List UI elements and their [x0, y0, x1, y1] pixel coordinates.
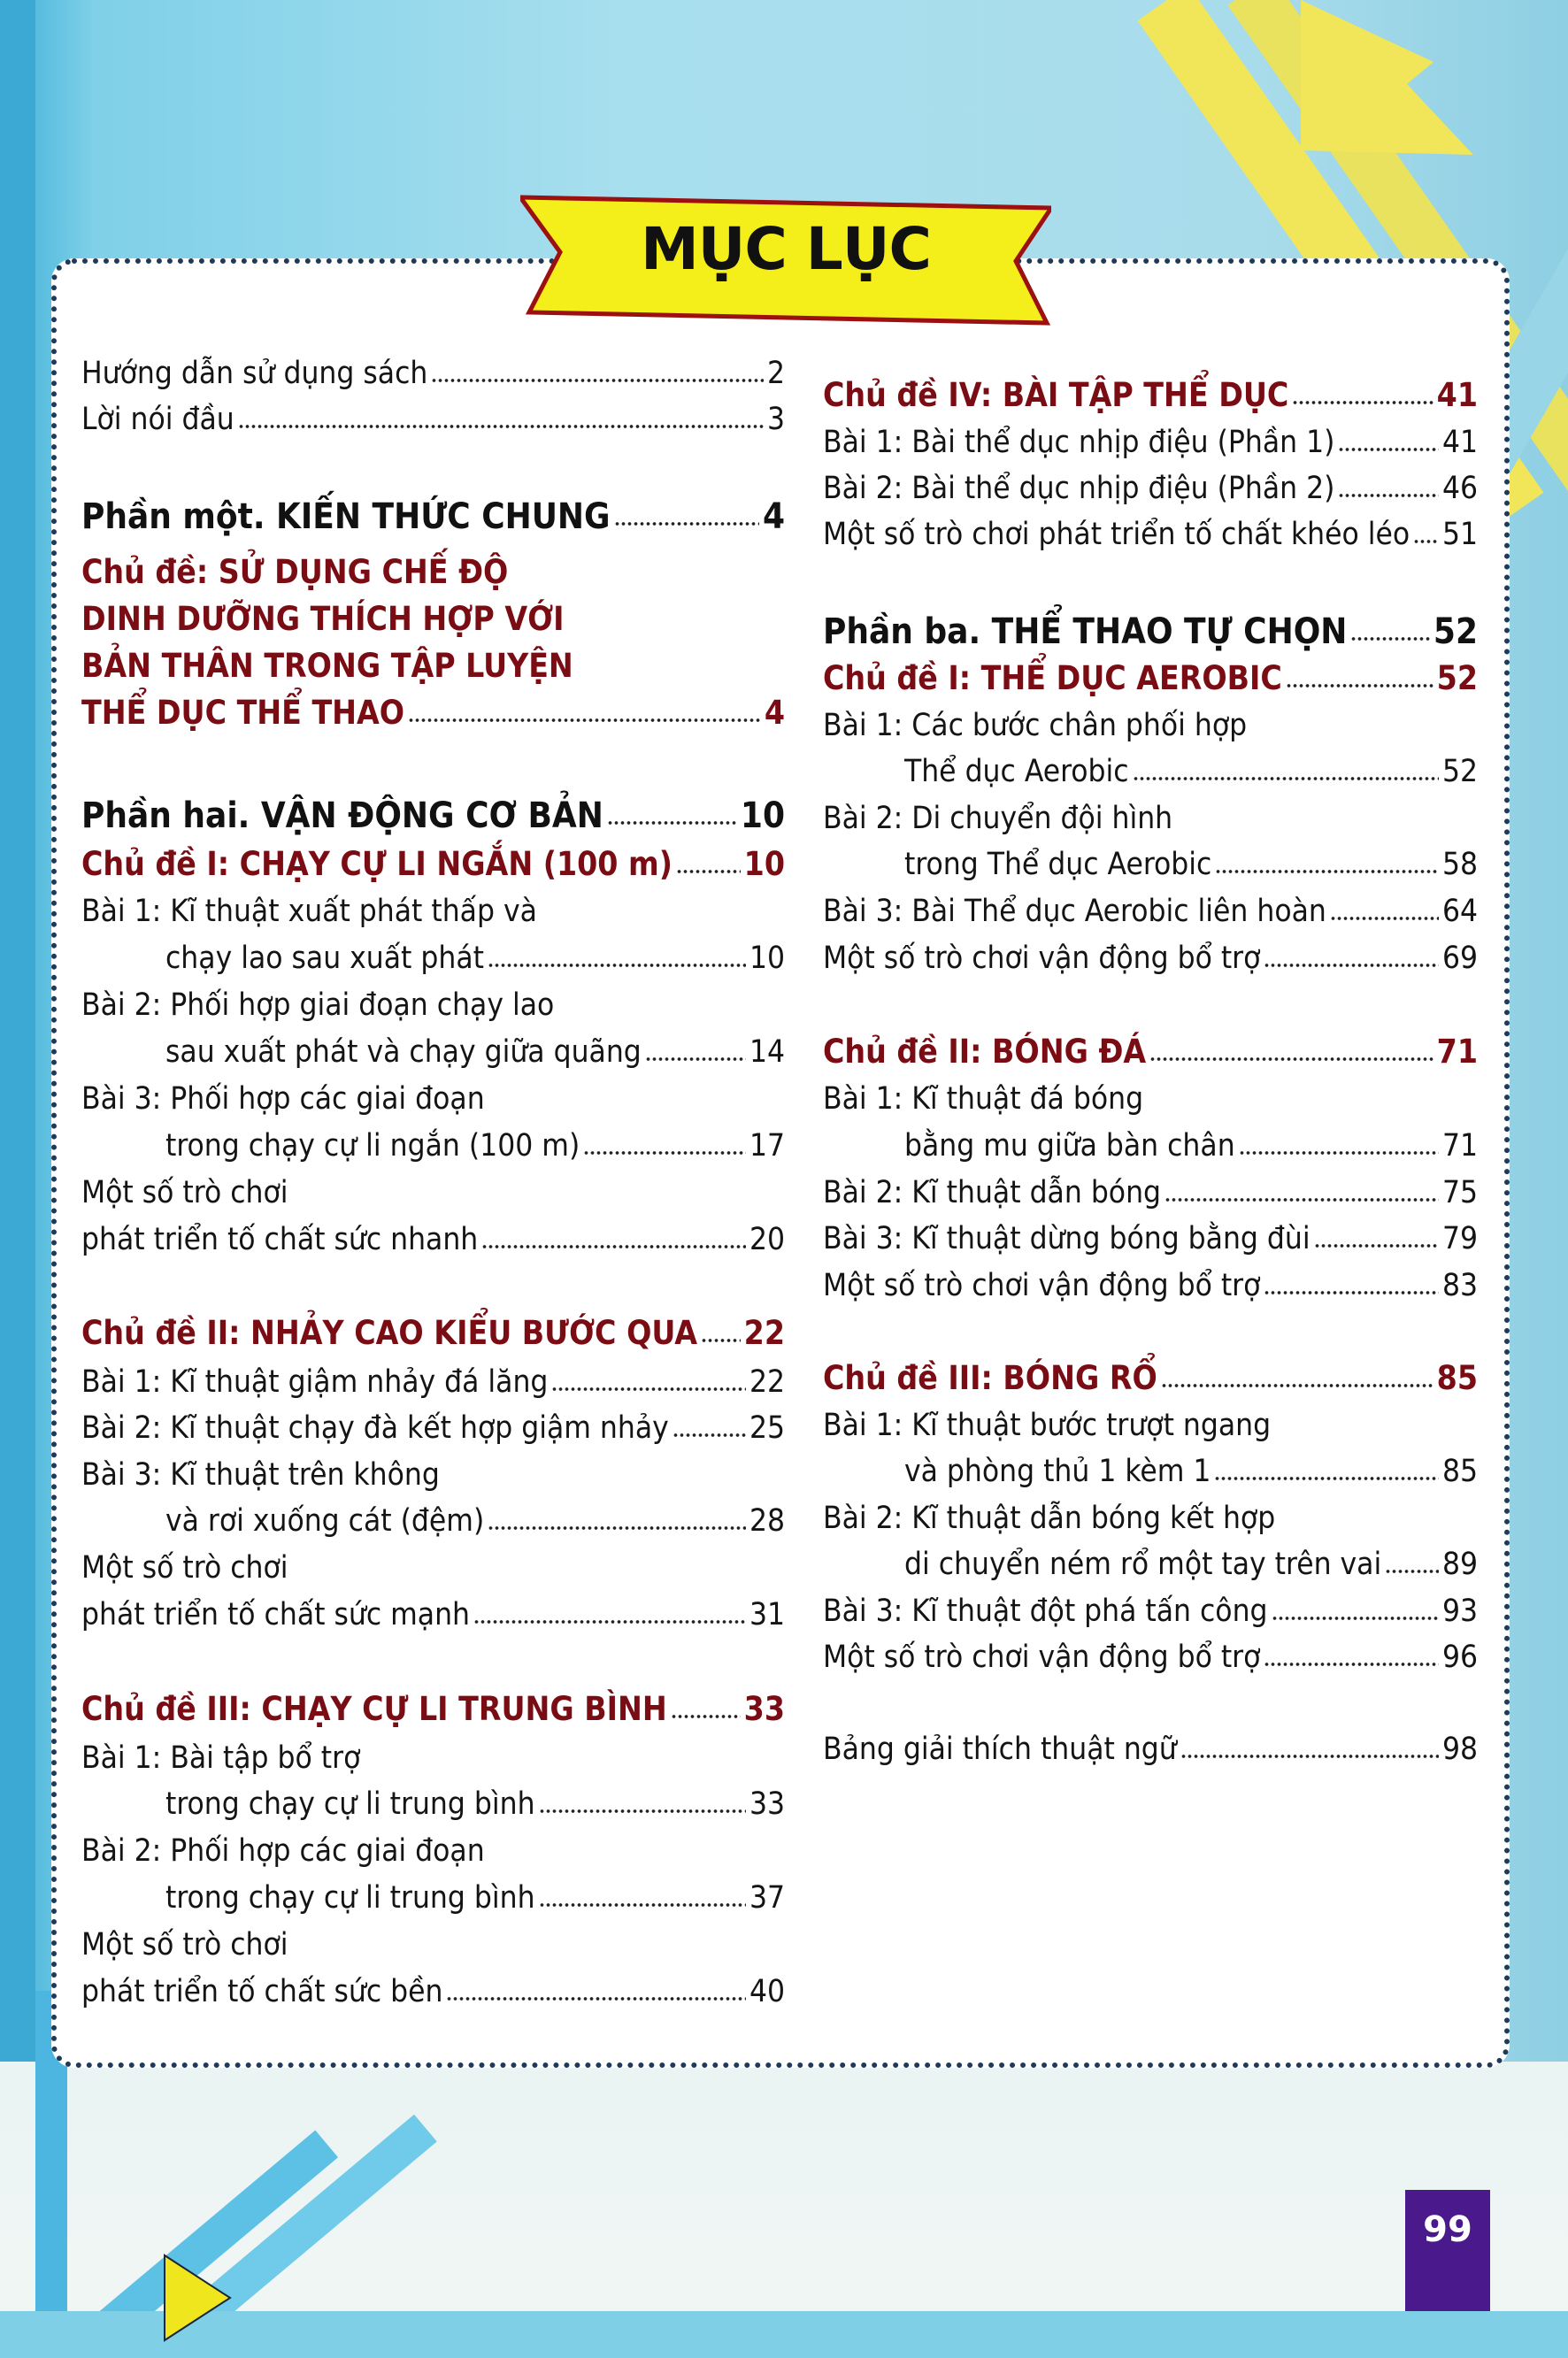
toc-entry-page: 22: [743, 1314, 785, 1352]
dot-leader: [551, 1385, 746, 1394]
toc-entry-sub: [165, 1878, 785, 1917]
toc-entry-sub: [165, 1126, 785, 1165]
toc-entry-part: [81, 796, 785, 835]
dot-leader: [1161, 1381, 1433, 1390]
toc-entry-title: Bài 1: Bài thể dục nhịp điệu (Phần 1): [823, 425, 1335, 460]
toc-entry-topic: [823, 376, 1478, 415]
toc-entry-page: 93: [1441, 1594, 1478, 1629]
toc-entry-item: [823, 1499, 1478, 1538]
toc-entry-item: [81, 1220, 785, 1259]
toc-entry-page: 41: [1441, 425, 1478, 460]
toc-entry-item: [81, 1739, 785, 1778]
toc-entry-item: [81, 1832, 785, 1870]
dot-leader: [1385, 1567, 1439, 1576]
toc-entry-item: [81, 1595, 785, 1634]
toc-entry-item: [81, 354, 785, 393]
toc-entry-page: 85: [1436, 1359, 1478, 1397]
toc-entry-topic: [81, 845, 785, 884]
toc-entry-item: [823, 706, 1478, 745]
toc-entry-item: [81, 986, 785, 1025]
decorative-stripe: [0, 0, 35, 2311]
dot-leader: [583, 1148, 746, 1157]
dot-leader: [408, 716, 761, 725]
toc-entry-page: 83: [1441, 1268, 1478, 1303]
toc-entry-page: 52: [1441, 754, 1478, 789]
toc-entry-title: trong chạy cự li trung bình: [165, 1786, 535, 1822]
dot-leader: [1264, 1660, 1439, 1669]
toc-entry-item: [81, 1456, 785, 1494]
toc-entry-topic: [81, 1314, 785, 1353]
toc-entry-topic: [823, 1359, 1478, 1398]
toc-entry-sub: [165, 1033, 785, 1071]
dot-leader: [446, 1994, 745, 2003]
toc-entry-title: Bài 2: Kĩ thuật chạy đà kết hợp giậm nhảy: [81, 1410, 669, 1446]
dot-leader: [488, 1524, 746, 1532]
toc-entry-page: 40: [749, 1974, 785, 2009]
toc-entry-title: di chuyển ném rổ một tay trên vai: [904, 1547, 1382, 1582]
toc-entry-topic: [81, 694, 785, 733]
toc-entry-title: Bài 1: Kĩ thuật giậm nhảy đá lăng: [81, 1364, 549, 1400]
dot-leader: [473, 1617, 746, 1626]
toc-entry-page: 25: [749, 1410, 785, 1446]
toc-entry-title: phát triển tố chất sức mạnh: [81, 1597, 471, 1632]
toc-entry-title: Phần hai. VẬN ĐỘNG CƠ BẢN: [81, 795, 603, 836]
toc-entry-title: Một số trò chơi: [81, 1927, 288, 1962]
toc-entry-item: [823, 1219, 1478, 1258]
toc-entry-topic: [81, 1690, 785, 1729]
dot-leader: [431, 376, 764, 385]
toc-entry-title: Bài 3: Kĩ thuật trên không: [81, 1457, 440, 1493]
toc-entry-page: 33: [743, 1690, 785, 1728]
dot-leader: [1239, 1148, 1439, 1157]
toc-entry-page: 17: [749, 1128, 785, 1164]
toc-entry-page: 14: [749, 1034, 785, 1070]
toc-entry-title: Bài 2: Bài thể dục nhịp điệu (Phần 2): [823, 471, 1335, 506]
dot-leader: [1292, 398, 1433, 407]
dot-leader: [676, 867, 741, 876]
toc-entry-title: Bài 3: Kĩ thuật dừng bóng bằng đùi: [823, 1221, 1311, 1256]
toc-entry-item: [823, 1592, 1478, 1631]
toc-entry-part: [81, 497, 785, 536]
toc-entry-title: Chủ đề I: CHẠY CỰ LI NGẮN (100 m): [81, 845, 673, 883]
toc-entry-item: [823, 799, 1478, 838]
toc-entry-title: Chủ đề II: BÓNG ĐÁ: [823, 1033, 1147, 1071]
toc-entry-item: [823, 1173, 1478, 1212]
toc-entry-item: [823, 1266, 1478, 1305]
toc-entry-page: 20: [749, 1222, 785, 1257]
toc-entry-item: [81, 1925, 785, 1964]
toc-entry-title: Một số trò chơi: [81, 1550, 288, 1586]
toc-entry-part: [823, 612, 1478, 651]
dot-leader: [488, 961, 746, 970]
toc-entry-page: 46: [1441, 471, 1478, 506]
arrow-head-icon: [1301, 0, 1478, 159]
dot-leader: [1133, 774, 1439, 783]
toc-entry-title: Bài 3: Bài Thể dục Aerobic liên hoàn: [823, 894, 1326, 929]
toc-entry-page: 71: [1436, 1033, 1478, 1071]
arrow-triangle-icon: [159, 2252, 265, 2358]
toc-entry-item: [81, 1079, 785, 1118]
dot-leader: [673, 1431, 746, 1440]
toc-entry-page: 75: [1441, 1175, 1478, 1210]
dot-leader: [1413, 537, 1439, 546]
toc-entry-item: [823, 939, 1478, 978]
toc-entry-title: bằng mu giữa bàn chân: [904, 1128, 1235, 1164]
toc-entry-page: 51: [1441, 517, 1478, 552]
toc-entry-title: Bài 2: Phối hợp các giai đoạn: [81, 1833, 485, 1869]
page-number-badge: [1405, 2190, 1490, 2311]
dot-leader: [1314, 1241, 1439, 1250]
toc-entry-page: 37: [749, 1880, 785, 1916]
toc-entry-title: trong chạy cự li trung bình: [165, 1880, 535, 1916]
toc-entry-page: 52: [1436, 659, 1478, 697]
toc-entry-title: Bài 2: Di chuyển đội hình: [823, 801, 1173, 836]
toc-entry-item: [823, 423, 1478, 462]
toc-entry-page: 64: [1441, 894, 1478, 929]
toc-entry-item: [81, 1173, 785, 1212]
toc-entry-title: Một số trò chơi: [81, 1175, 288, 1210]
toc-entry-title: Chủ đề III: CHẠY CỰ LI TRUNG BÌNH: [81, 1690, 667, 1728]
dot-leader: [1214, 1474, 1438, 1483]
page-number: 99: [1423, 2209, 1472, 2250]
toc-entry-title: phát triển tố chất sức nhanh: [81, 1222, 479, 1257]
toc-entry-item: [823, 515, 1478, 554]
dot-leader: [1272, 1614, 1439, 1623]
dot-leader: [1215, 867, 1439, 876]
toc-entry-page: 85: [1441, 1454, 1478, 1489]
toc-entry-title: phát triển tố chất sức bền: [81, 1974, 443, 2009]
toc-entry-title: BẢN THÂN TRONG TẬP LUYỆN: [81, 647, 573, 685]
toc-entry-title: Bài 1: Bài tập bổ trợ: [81, 1740, 361, 1776]
toc-entry-item: [81, 400, 785, 439]
toc-entry-page: 71: [1441, 1128, 1478, 1164]
toc-entry-item: [81, 1409, 785, 1448]
toc-entry-item: [81, 892, 785, 931]
toc-entry-page: 22: [749, 1364, 785, 1400]
toc-entry-sub: [904, 1545, 1478, 1584]
toc-entry-title: Bài 2: Phối hợp giai đoạn chạy lao: [81, 987, 555, 1023]
dot-leader: [1149, 1055, 1433, 1064]
dot-leader: [1264, 1288, 1439, 1297]
toc-entry-page: 98: [1441, 1732, 1478, 1767]
toc-entry-title: sau xuất phát và chạy giữa quãng: [165, 1034, 642, 1070]
toc-entry-sub: [904, 1126, 1478, 1165]
toc-entry-sub: [165, 1785, 785, 1824]
toc-entry-page: 79: [1441, 1221, 1478, 1256]
toc-entry-item: [823, 469, 1478, 508]
toc-entry-topic: [823, 1033, 1478, 1071]
toc-entry-topic: [81, 553, 785, 592]
dot-leader: [614, 519, 759, 528]
toc-entry-title: DINH DƯỠNG THÍCH HỢP VỚI: [81, 600, 565, 638]
toc-entry-item: [823, 1079, 1478, 1118]
dot-leader: [1180, 1752, 1439, 1761]
toc-entry-page: 2: [766, 356, 785, 391]
toc-entry-page: 28: [749, 1503, 785, 1539]
toc-entry-sub: [904, 845, 1478, 884]
toc-entry-page: 31: [749, 1597, 785, 1632]
toc-entry-title: Thể dục Aerobic: [904, 754, 1129, 789]
toc-entry-title: Bài 1: Kĩ thuật xuất phát thấp và: [81, 894, 537, 929]
toc-entry-title: trong Thể dục Aerobic: [904, 847, 1212, 882]
toc-entry-page: 96: [1441, 1640, 1478, 1675]
toc-entry-title: trong chạy cự li ngắn (100 m): [165, 1128, 580, 1164]
toc-entry-page: 41: [1436, 376, 1478, 414]
dot-leader: [1330, 914, 1439, 923]
toc-entry-page: 52: [1433, 611, 1478, 652]
toc-entry-page: 10: [743, 845, 785, 883]
toc-entry-title: Bài 1: Các bước chân phối hợp: [823, 708, 1248, 743]
dot-leader: [671, 1712, 741, 1721]
dot-leader: [645, 1055, 746, 1064]
toc-entry-page: 10: [749, 941, 785, 976]
toc-entry-page: 4: [762, 496, 785, 537]
toc-entry-page: 4: [764, 694, 785, 732]
dot-leader: [238, 422, 764, 431]
dot-leader: [1350, 634, 1430, 643]
toc-entry-title: Bài 2: Kĩ thuật dẫn bóng kết hợp: [823, 1501, 1276, 1536]
toc-entry-page: 3: [766, 402, 785, 437]
toc-entry-title: Phần ba. THỂ THAO TỰ CHỌN: [823, 611, 1348, 652]
toc-entry-sub: [904, 1452, 1478, 1491]
toc-entry-title: Chủ đề III: BÓNG RỔ: [823, 1359, 1157, 1397]
dot-leader: [1264, 961, 1439, 970]
toc-entry-topic: [81, 647, 785, 686]
toc-entry-title: Lời nói đầu: [81, 402, 234, 437]
toc-entry-item: [823, 1638, 1478, 1677]
toc-entry-item: [81, 1972, 785, 2011]
toc-entry-title: Chủ đề: SỬ DỤNG CHẾ ĐỘ: [81, 553, 509, 591]
toc-entry-title: và rơi xuống cát (đệm): [165, 1503, 485, 1539]
toc-entry-title: Bài 3: Phối hợp các giai đoạn: [81, 1081, 485, 1117]
toc-entry-title: Bài 1: Kĩ thuật bước trượt ngang: [823, 1408, 1272, 1443]
toc-entry-topic: [81, 600, 785, 639]
toc-entry-title: Hướng dẫn sử dụng sách: [81, 356, 428, 391]
toc-entry-title: Chủ đề I: THỂ DỤC AEROBIC: [823, 659, 1282, 697]
page-title: MỤC LỤC: [641, 215, 931, 283]
toc-entry-title: Một số trò chơi phát triển tố chất khéo léo: [823, 517, 1410, 552]
toc-entry-title: Bài 3: Kĩ thuật đột phá tấn công: [823, 1594, 1268, 1629]
toc-entry-sub: [904, 752, 1478, 791]
toc-entry-title: Một số trò chơi vận động bổ trợ: [823, 1268, 1261, 1303]
toc-entry-topic: [823, 659, 1478, 698]
dot-leader: [1338, 445, 1439, 454]
toc-entry-page: 10: [740, 795, 785, 836]
dot-leader: [701, 1336, 741, 1345]
toc-entry-item: [823, 1406, 1478, 1445]
toc-entry-title: Chủ đề IV: BÀI TẬP THỂ DỤC: [823, 376, 1289, 414]
toc-entry-page: 89: [1441, 1547, 1478, 1582]
toc-entry-sub: [165, 939, 785, 978]
toc-entry-title: Phần một. KIẾN THỨC CHUNG: [81, 496, 611, 537]
title-banner: [520, 181, 1051, 327]
toc-entry-title: chạy lao sau xuất phát: [165, 941, 484, 976]
toc-entry-item: [81, 1548, 785, 1587]
dot-leader: [539, 1807, 746, 1816]
toc-entry-title: Bài 2: Kĩ thuật dẫn bóng: [823, 1175, 1162, 1210]
dot-leader: [539, 1901, 746, 1909]
toc-entry-title: THỂ DỤC THỂ THAO: [81, 694, 405, 732]
toc-entry-page: 33: [749, 1786, 785, 1822]
dot-leader: [1338, 491, 1439, 500]
toc-entry-title: Một số trò chơi vận động bổ trợ: [823, 1640, 1261, 1675]
toc-entry-title: Bảng giải thích thuật ngữ: [823, 1732, 1177, 1767]
toc-entry-title: Một số trò chơi vận động bổ trợ: [823, 941, 1261, 976]
dot-leader: [1286, 681, 1433, 690]
toc-entry-item: [823, 1730, 1478, 1769]
toc-entry-item: [823, 892, 1478, 931]
toc-entry-title: Chủ đề II: NHẢY CAO KIỂU BƯỚC QUA: [81, 1314, 698, 1352]
toc-entry-title: Bài 1: Kĩ thuật đá bóng: [823, 1081, 1144, 1117]
dot-leader: [607, 818, 737, 827]
toc-entry-title: và phòng thủ 1 kèm 1: [904, 1454, 1211, 1489]
toc-entry-page: 69: [1441, 941, 1478, 976]
dot-leader: [481, 1242, 746, 1251]
toc-entry-page: 58: [1441, 847, 1478, 882]
toc-entry-item: [81, 1363, 785, 1402]
toc-entry-sub: [165, 1502, 785, 1540]
dot-leader: [1164, 1195, 1439, 1204]
